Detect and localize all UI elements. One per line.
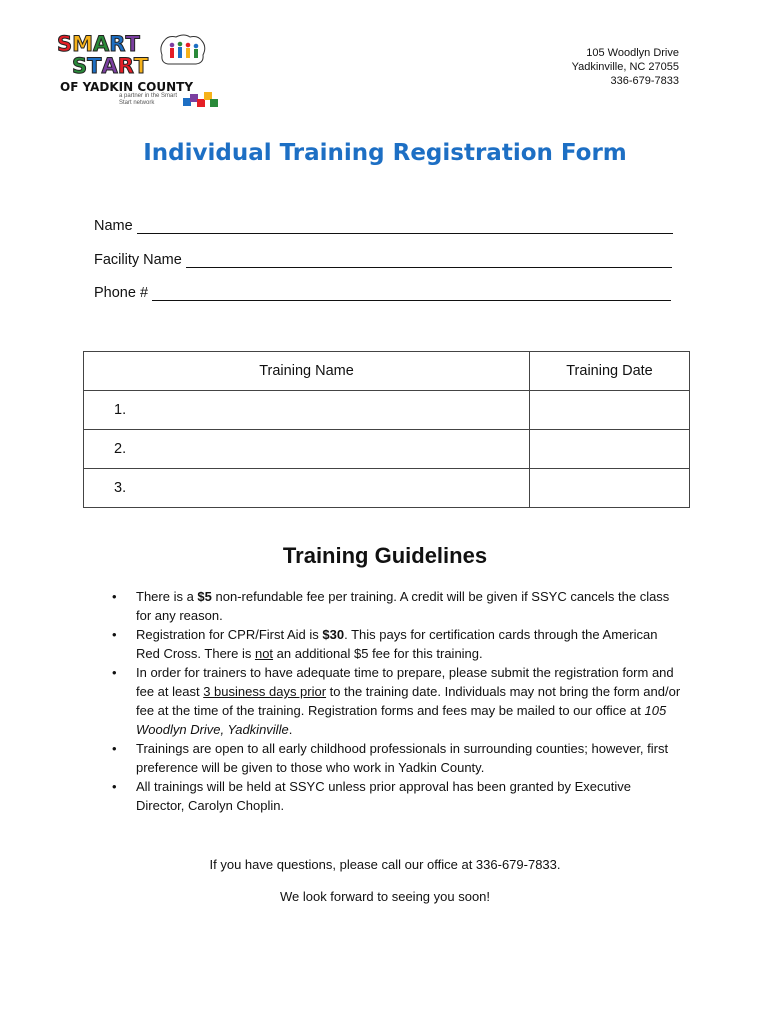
training-table: [83, 351, 690, 508]
address-street: 105 Woodlyn Drive: [586, 47, 679, 59]
logo-letter: M: [72, 32, 94, 56]
training-date-cell[interactable]: [530, 391, 690, 430]
name-line[interactable]: [137, 219, 673, 234]
logo-county-text: OF YADKIN COUNTY: [60, 80, 194, 94]
facility-line[interactable]: [186, 253, 672, 268]
guide5-text: All trainings will be held at SSYC unless prior approval has been granted by Executive Director, Carolyn Choplin.: [136, 779, 631, 813]
phone-line[interactable]: [152, 286, 671, 301]
training-date-cell[interactable]: [530, 430, 690, 469]
table-row: [84, 430, 690, 469]
guide3-text-mid: to the training date. Individuals may not bring the form and/or fee at the time of the training. Registration forms and fees may be mailed to our office at: [136, 684, 681, 718]
guide2-text: Registration for CPR/First Aid is: [136, 627, 323, 642]
guide2-fee: $30: [322, 627, 345, 642]
logo-letter: R: [117, 54, 134, 78]
logo-letter: T: [133, 54, 149, 78]
guide3-days: 3 business days prior: [203, 684, 327, 699]
farewell-text: We look forward to seeing you soon!: [279, 889, 491, 904]
questions-text: If you have questions, please call our office at 336-679-7833.: [209, 857, 561, 872]
office-address: [572, 46, 679, 88]
guidelines-title: Training Guidelines: [282, 543, 488, 568]
guide1-text-end: non-refundable fee per training. A credit will be given if SSYC cancels the class for any reason.: [136, 589, 670, 623]
children-icon: [158, 33, 208, 67]
table-header-row: [84, 352, 690, 391]
address-city: Yadkinville, NC 27055: [571, 61, 679, 73]
logo: [55, 32, 220, 108]
guide3-address: 105 Woodlyn Drive, Yadkinville: [136, 703, 667, 737]
name-label: Name: [94, 218, 133, 234]
header-training-name: Training Name: [84, 352, 530, 391]
logo-letter: R: [109, 32, 126, 56]
facility-field[interactable]: [94, 252, 672, 268]
list-item: [112, 739, 682, 777]
logo-start-word: [72, 56, 148, 77]
guidelines-list: [112, 587, 682, 815]
logo-letter: S: [72, 54, 88, 78]
logo-letter: T: [125, 32, 140, 56]
logo-smart-word: [57, 34, 140, 55]
logo-letter: A: [93, 32, 110, 56]
training-date-cell[interactable]: [530, 469, 690, 508]
logo-smart-text: [57, 34, 140, 55]
name-field[interactable]: [94, 218, 673, 234]
guide3-text-end: .: [288, 722, 293, 737]
list-item: [112, 625, 682, 663]
address-phone: 336-679-7833: [610, 75, 679, 87]
guide1-text: There is a: [136, 589, 198, 604]
guide2-not: not: [254, 646, 274, 661]
logo-start-text: [72, 56, 148, 77]
guide2-text-mid: . This pays for certification cards through the American Red Cross. There is: [136, 627, 658, 661]
guide2-text-end: an additional $5 fee for this training.: [273, 646, 483, 661]
logo-letter: S: [57, 32, 73, 56]
facility-label: Facility Name: [94, 252, 182, 268]
list-item: [112, 777, 682, 815]
table-row: [84, 469, 690, 508]
logo-letter: A: [101, 54, 118, 78]
training-name-cell[interactable]: 2.: [84, 430, 530, 469]
phone-field[interactable]: [94, 285, 671, 301]
form-title: Individual Training Registration Form: [143, 140, 627, 166]
phone-label: Phone #: [94, 285, 149, 301]
guide4-text: Trainings are open to all early childhood professionals in surrounding counties; however, first preference will be given to those who work in Yadkin County.: [136, 741, 669, 775]
logo-letter: T: [87, 54, 102, 78]
header-training-date: Training Date: [530, 352, 690, 391]
logo-tagline: a partner in the Smart Start network: [119, 93, 178, 106]
guide1-fee: $5: [197, 589, 212, 604]
table-row: [84, 391, 690, 430]
list-item: [112, 663, 682, 739]
blocks-icon: [183, 90, 219, 108]
list-item: [112, 587, 682, 625]
training-name-cell[interactable]: 1.: [84, 391, 530, 430]
training-name-cell[interactable]: 3.: [84, 469, 530, 508]
guide3-text: In order for trainers to have adequate time to prepare, please submit the registration form and fee at least: [136, 665, 674, 699]
